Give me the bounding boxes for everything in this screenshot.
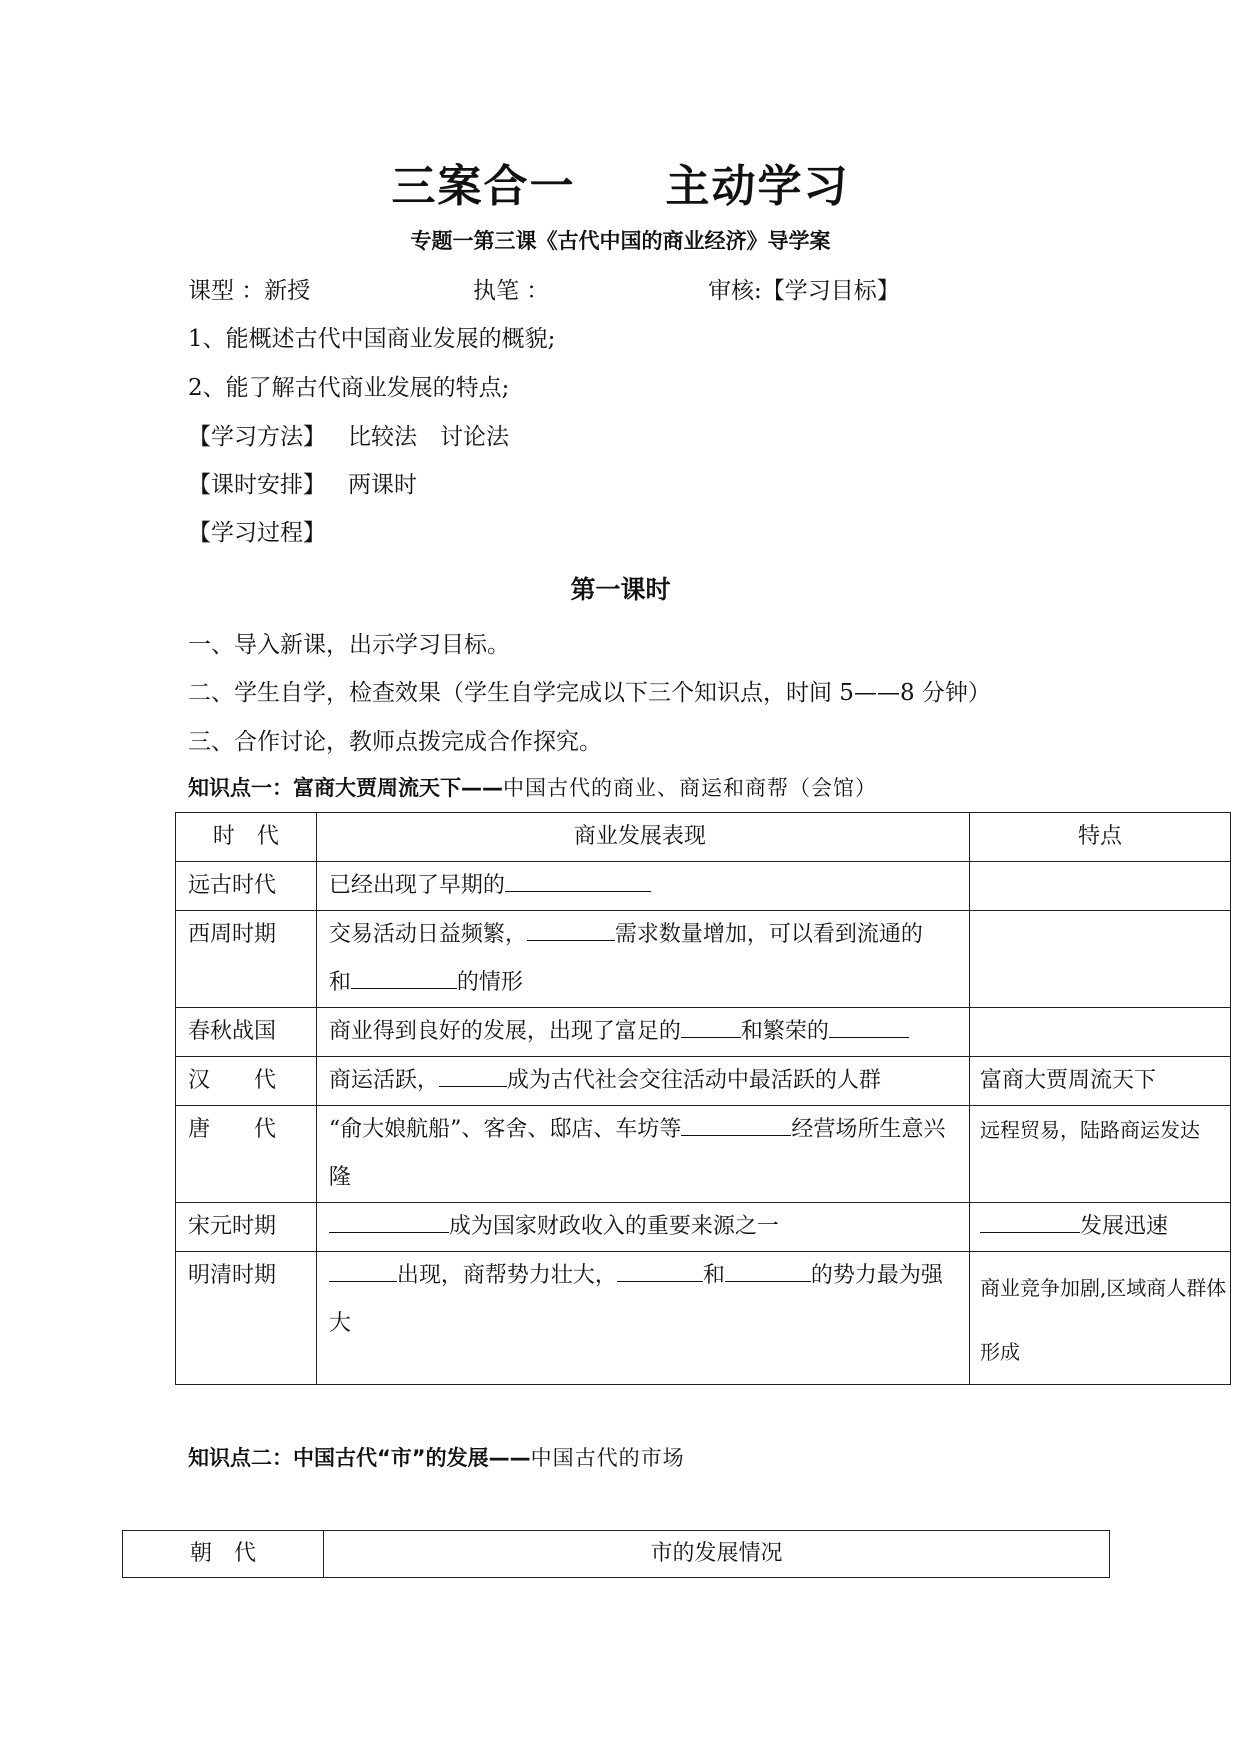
fill-blank[interactable] <box>505 867 651 892</box>
feature-cell <box>969 1203 1230 1252</box>
performance-cell <box>316 1203 969 1252</box>
row-text: 需求数量增加，可以看到流通的 <box>614 922 923 947</box>
feature-text: 发展迅速 <box>1079 1214 1168 1239</box>
row-text: 和 <box>702 1263 725 1288</box>
performance-cell <box>316 911 969 1008</box>
header-performance: 商业发展表现 <box>316 813 969 862</box>
author-label: 执笔 ： <box>473 278 550 304</box>
knowledge-point-2 <box>188 1442 685 1472</box>
era-cell: 明清时期 <box>176 1252 317 1385</box>
row-text: 成为国家财政收入的重要来源之一 <box>448 1214 779 1239</box>
title-right: 主动学习 <box>665 161 850 212</box>
table-row <box>176 1252 1231 1385</box>
row-text: 和繁荣的 <box>740 1019 829 1044</box>
header-market: 市的发展情况 <box>324 1531 1110 1578</box>
table-row <box>176 1008 1231 1057</box>
feature-cell <box>969 911 1230 1008</box>
fill-blank[interactable] <box>681 1111 791 1136</box>
table-header-row <box>123 1531 1110 1578</box>
row-text: 和 <box>328 970 351 995</box>
era-cell: 汉 代 <box>176 1057 317 1106</box>
meta-row <box>188 272 900 305</box>
table-header-row <box>176 813 1231 862</box>
performance-cell <box>316 1252 969 1385</box>
goal-1: 1、能概述古代中国商业发展的概貌; <box>188 326 556 352</box>
row-text: 的势力最为强大 <box>328 1263 943 1336</box>
schedule-line <box>188 466 417 499</box>
step-2: 二、学生自学，检查效果（学生自学完成以下三个知识点，时间 5——8 分钟） <box>188 680 991 706</box>
commerce-table <box>175 812 1231 1385</box>
feature-cell <box>969 862 1230 911</box>
fill-blank[interactable] <box>439 1062 507 1087</box>
performance-cell <box>316 1057 969 1106</box>
header-dynasty: 朝 代 <box>123 1531 324 1578</box>
method-line <box>188 418 509 451</box>
header-feature: 特点 <box>969 813 1230 862</box>
row-text: 出现，商帮势力壮大， <box>396 1263 617 1288</box>
fill-blank[interactable] <box>980 1208 1080 1233</box>
row-text: 已经出现了早期的 <box>328 873 505 898</box>
knowledge-point-1 <box>188 772 877 802</box>
table-row <box>176 1203 1231 1252</box>
fill-blank[interactable] <box>329 1208 449 1233</box>
kp2-rest: 中国古代的市场 <box>530 1446 685 1470</box>
performance-cell <box>316 1008 969 1057</box>
era-cell: 唐 代 <box>176 1106 317 1203</box>
fill-blank[interactable] <box>617 1257 703 1282</box>
kp2-bold: 知识点二：中国古代“市”的发展—— <box>188 1446 531 1470</box>
method-label: 【学习方法】 <box>188 424 326 450</box>
fill-blank[interactable] <box>829 1013 909 1038</box>
row-text: 成为古代社会交往活动中最活跃的人群 <box>506 1068 881 1093</box>
feature-cell <box>969 1008 1230 1057</box>
type-label: 课型 ：新授 <box>188 278 311 304</box>
era-cell: 春秋战国 <box>176 1008 317 1057</box>
table-row <box>176 1106 1231 1203</box>
table-row <box>176 862 1231 911</box>
title-left: 三案合一 <box>391 161 576 212</box>
schedule-value: 两课时 <box>347 472 417 498</box>
row-text: 的情形 <box>456 970 523 995</box>
kp1-rest: 中国古代的商业、商运和商帮（会馆） <box>503 776 877 800</box>
market-table <box>122 1530 1110 1578</box>
row-text: 交易活动日益频繁， <box>328 922 527 947</box>
feature-cell: 富商大贾周流天下 <box>969 1057 1230 1106</box>
lesson-title: 第一课时 <box>570 575 671 604</box>
header-era: 时 代 <box>176 813 317 862</box>
page-title <box>0 150 1241 214</box>
table-row <box>176 911 1231 1008</box>
era-cell: 宋元时期 <box>176 1203 317 1252</box>
fill-blank[interactable] <box>725 1257 811 1282</box>
schedule-label: 【课时安排】 <box>188 472 326 498</box>
fill-blank[interactable] <box>351 964 457 989</box>
era-cell: 远古时代 <box>176 862 317 911</box>
fill-blank[interactable] <box>329 1257 397 1282</box>
era-cell: 西周时期 <box>176 911 317 1008</box>
process-label: 【学习过程】 <box>188 520 326 546</box>
row-text: 商业得到良好的发展，出现了富足的 <box>328 1019 681 1044</box>
performance-cell <box>316 862 969 911</box>
feature-cell: 商业竞争加剧,区域商人群体形成 <box>969 1252 1230 1385</box>
step-1: 一、导入新课，出示学习目标。 <box>188 632 510 658</box>
table-row <box>176 1057 1231 1106</box>
fill-blank[interactable] <box>681 1013 741 1038</box>
row-text: 经营场所生意兴隆 <box>328 1117 946 1190</box>
method-value: 比较法 讨论法 <box>347 424 509 450</box>
review-label: 审核:【学习目标】 <box>708 278 900 304</box>
row-text: “俞大娘航船”、客舍、邸店、车坊等 <box>328 1117 682 1142</box>
row-text: 商运活跃， <box>328 1068 439 1093</box>
feature-cell: 远程贸易，陆路商运发达 <box>969 1106 1230 1203</box>
step-3: 三、合作讨论，教师点拨完成合作探究。 <box>188 729 602 755</box>
goal-2: 2、能了解古代商业发展的特点; <box>188 375 510 401</box>
kp1-bold: 知识点一：富商大贾周流天下—— <box>188 776 503 800</box>
page-subtitle: 专题一第三课《古代中国的商业经济》导学案 <box>410 229 831 253</box>
fill-blank[interactable] <box>527 916 615 941</box>
performance-cell <box>316 1106 969 1203</box>
